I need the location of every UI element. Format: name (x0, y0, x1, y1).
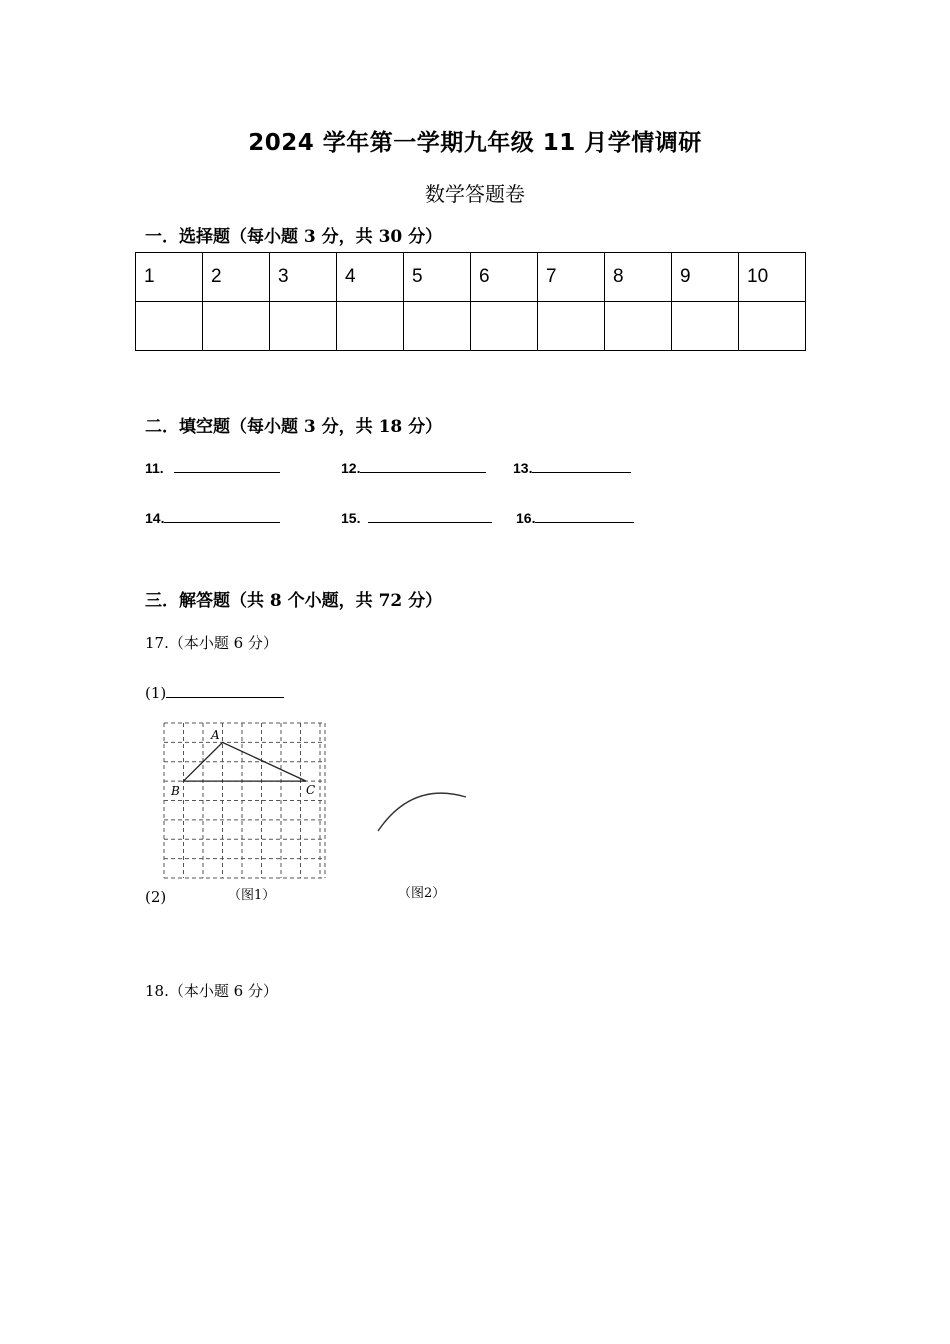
blank-13-line[interactable] (532, 458, 631, 473)
answer-grid-number-row (136, 253, 806, 302)
blank-12-label: 12. (341, 460, 361, 476)
blank-13 (513, 458, 631, 476)
blank-15-label: 15. (341, 510, 361, 526)
blank-16 (516, 508, 634, 526)
question-number-cell: 10 (739, 253, 806, 302)
blank-15-line[interactable] (368, 508, 492, 523)
blank-14 (145, 508, 280, 526)
arc-curve (378, 793, 466, 831)
answer-cell[interactable] (136, 302, 203, 351)
answer-cell[interactable] (605, 302, 672, 351)
answer-cell[interactable] (270, 302, 337, 351)
question-number-cell: 6 (471, 253, 538, 302)
question-18-label: 18.（本小题 6 分） (145, 982, 278, 1000)
answer-cell[interactable] (538, 302, 605, 351)
blank-11 (145, 458, 280, 476)
page-title: 2024 学年第一学期九年级 11 月学情调研 (248, 130, 702, 156)
section-3-heading: 三．解答题（共 8 个小题，共 72 分） (145, 591, 443, 611)
grid-lines (164, 723, 325, 878)
answer-cell[interactable] (672, 302, 739, 351)
question-17-label: 17.（本小题 6 分） (145, 634, 278, 652)
figure-1-grid (150, 718, 340, 886)
blank-13-label: 13. (513, 460, 533, 476)
blank-16-line[interactable] (535, 508, 634, 523)
section-2-heading: 二．填空题（每小题 3 分，共 18 分） (145, 417, 443, 437)
part-1-answer-line[interactable] (166, 682, 284, 698)
question-number-cell: 7 (538, 253, 605, 302)
answer-cell[interactable] (404, 302, 471, 351)
figure-2-arc (370, 785, 470, 835)
question-17-part-1 (145, 682, 284, 702)
blank-15 (341, 508, 492, 526)
blank-14-label: 14. (145, 510, 165, 526)
question-number-cell: 9 (672, 253, 739, 302)
blank-12-line[interactable] (360, 458, 486, 473)
blank-11-line[interactable] (174, 458, 280, 473)
blank-14-line[interactable] (164, 508, 280, 523)
question-number-cell: 5 (404, 253, 471, 302)
answer-cell[interactable] (337, 302, 404, 351)
answer-grid-answer-row (136, 302, 806, 351)
question-number-cell: 3 (270, 253, 337, 302)
question-number-cell: 4 (337, 253, 404, 302)
question-number-cell: 1 (136, 253, 203, 302)
point-a-label: A (211, 728, 220, 742)
question-number-cell: 2 (203, 253, 270, 302)
point-b-label: B (171, 784, 180, 798)
figure-2-caption: （图2） (398, 886, 446, 901)
section-1-heading: 一．选择题（每小题 3 分，共 30 分） (145, 227, 443, 247)
answer-cell[interactable] (471, 302, 538, 351)
answer-cell[interactable] (203, 302, 270, 351)
blank-11-label: 11. (145, 460, 164, 476)
page-subtitle: 数学答题卷 (425, 182, 525, 206)
point-c-label: C (306, 783, 316, 797)
blank-16-label: 16. (516, 510, 536, 526)
figure-1-caption: （图1） (228, 888, 276, 903)
blank-12 (341, 458, 486, 476)
part-1-label: (1) (145, 684, 167, 702)
question-17-part-2: (2) (145, 888, 167, 906)
question-number-cell: 8 (605, 253, 672, 302)
answer-cell[interactable] (739, 302, 806, 351)
answer-grid (135, 252, 806, 351)
